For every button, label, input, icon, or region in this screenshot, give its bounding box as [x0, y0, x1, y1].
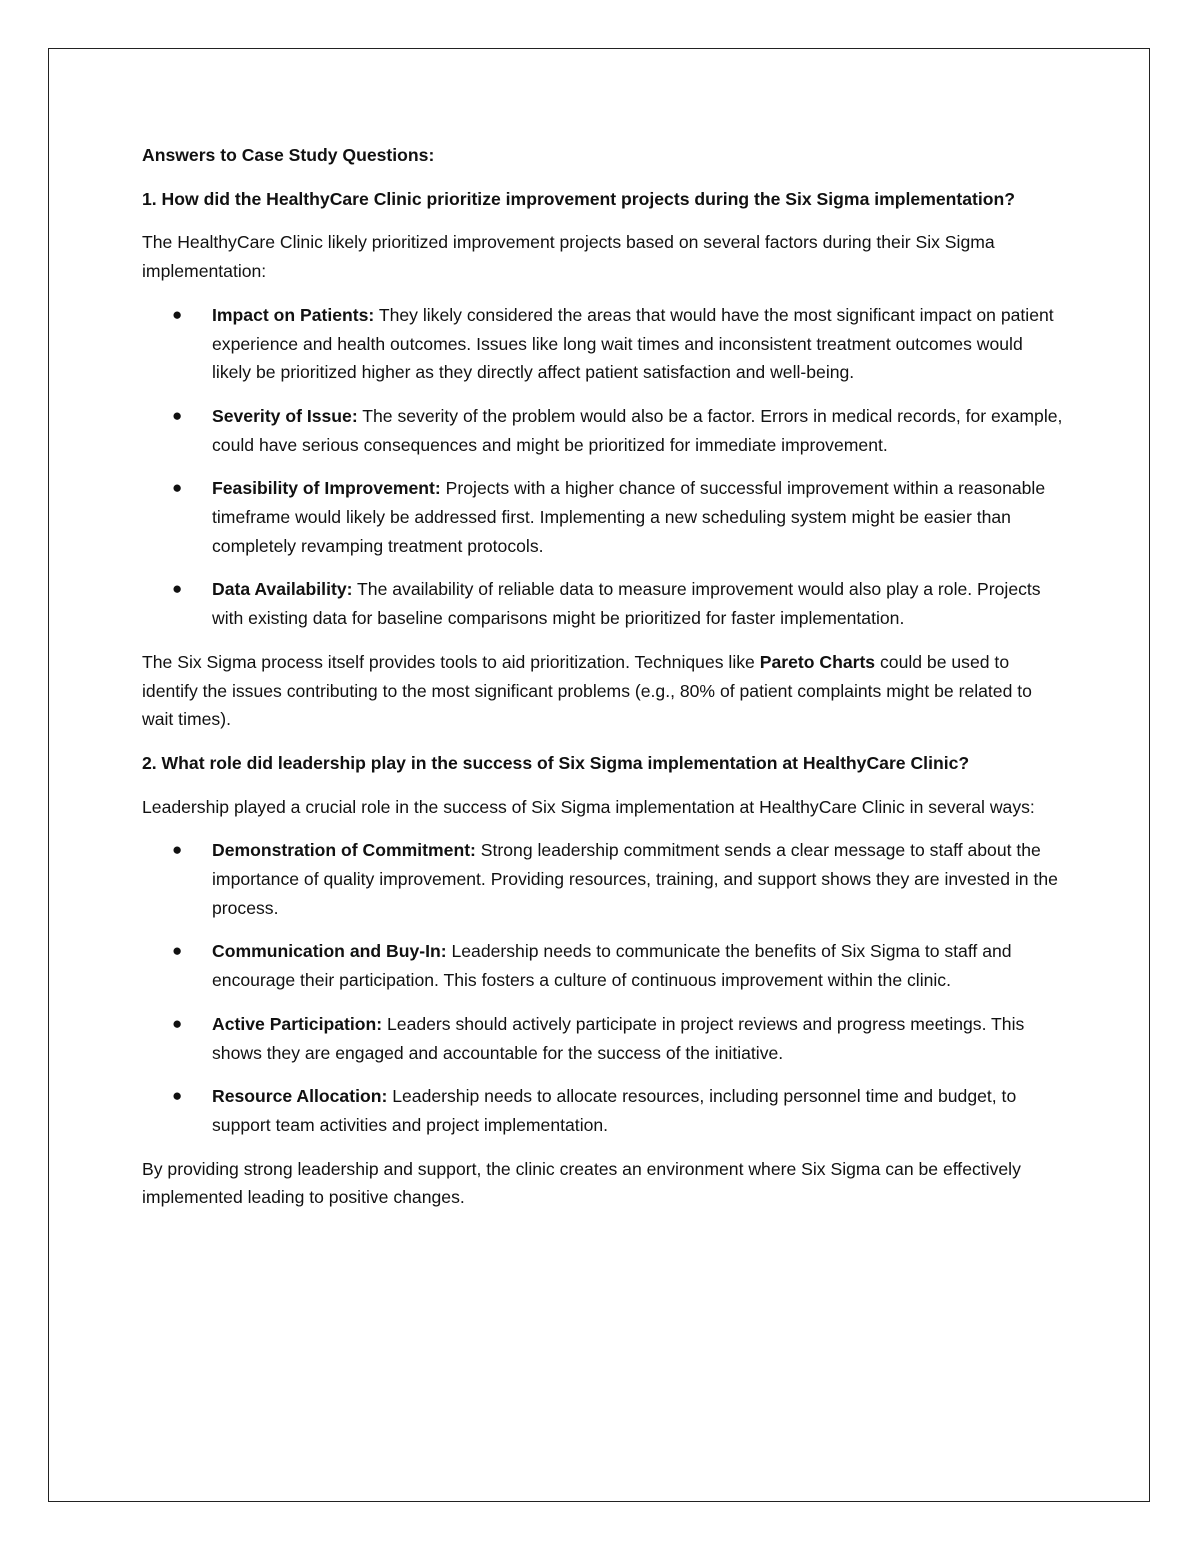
bullet-icon: ●	[172, 478, 183, 498]
list-item	[142, 402, 1064, 459]
bullet-icon: ●	[172, 1086, 183, 1106]
list-item	[142, 1082, 1064, 1139]
document-body	[142, 141, 1064, 1227]
closing-text-bold: Pareto Charts	[759, 651, 876, 672]
closing-text-post: could be used to identify the issues contributing to the most significant problems (e.g., 80% of patient complaints might be related to wait times).	[142, 651, 1032, 730]
list-item-term: Severity of Issue:	[212, 405, 358, 426]
question-2-list	[142, 836, 1064, 1139]
list-item	[142, 1010, 1064, 1067]
list-item-text: Projects with a higher chance of successful improvement within a reasonable timeframe would likely be addressed first. Implementing a new scheduling system might be easier than completely revamping treatment protocols.	[212, 478, 1046, 556]
bullet-icon: ●	[172, 941, 183, 961]
document-title: Answers to Case Study Questions:	[142, 145, 435, 165]
list-item-text: Leaders should actively participate in project reviews and progress meetings. This shows they are engaged and accountable for the success of the initiative.	[212, 1013, 1025, 1063]
list-item-text: Leadership needs to allocate resources, including personnel time and budget, to support team activities and project implementation.	[212, 1086, 1017, 1135]
question-1-list	[142, 301, 1064, 633]
list-item-term: Resource Allocation:	[212, 1086, 388, 1107]
list-item-term: Impact on Patients:	[212, 304, 375, 325]
question-1-heading: 1. How did the HealthyCare Clinic prioritize improvement projects during the Six Sigma implementation?	[142, 188, 1015, 209]
question-1-closing	[142, 648, 1064, 734]
list-item-text: Leadership needs to communicate the benefits of Six Sigma to staff and encourage their participation. This fosters a culture of continuous improvement within the clinic.	[212, 941, 1012, 991]
list-item-text: Strong leadership commitment sends a clear message to staff about the importance of quality improvement. Providing resources, training, and support shows they are invested in the process.	[212, 840, 1058, 918]
list-item-text: They likely considered the areas that would have the most significant impact on patient experience and health outcomes. Issues like long wait times and inconsistent treatment outcomes would likely be prioritized higher as they directly affect patient satisfaction and well-being.	[212, 304, 1054, 383]
question-2-closing: By providing strong leadership and support, the clinic creates an environment where Six Sigma can be effectively implemented leading to positive changes.	[142, 1158, 1021, 1208]
list-item	[142, 937, 1064, 994]
list-item-term: Demonstration of Commitment:	[212, 840, 476, 861]
bullet-icon: ●	[172, 304, 183, 324]
list-item	[142, 474, 1064, 560]
list-item	[142, 575, 1064, 632]
list-item	[142, 301, 1064, 387]
list-item-term: Active Participation:	[212, 1013, 383, 1034]
bullet-icon: ●	[172, 405, 183, 425]
list-item-text: The availability of reliable data to measure improvement would also play a role. Projects with existing data for baseline comparisons might be prioritized for faster implementation.	[212, 579, 1041, 629]
list-item-term: Feasibility of Improvement:	[212, 478, 441, 499]
question-2-intro: Leadership played a crucial role in the success of Six Sigma implementation at HealthyCare Clinic in several ways:	[142, 796, 1035, 817]
question-1-intro: The HealthyCare Clinic likely prioritized improvement projects based on several factors during their Six Sigma implementation:	[142, 232, 995, 282]
list-item	[142, 836, 1064, 922]
bullet-icon: ●	[172, 840, 183, 860]
bullet-icon: ●	[172, 1013, 183, 1033]
question-2-heading: 2. What role did leadership play in the success of Six Sigma implementation at HealthyCare Clinic?	[142, 752, 970, 773]
list-item-text: The severity of the problem would also be a factor. Errors in medical records, for example, could have serious consequences and might be prioritized for immediate improvement.	[212, 405, 1063, 455]
list-item-term: Communication and Buy-In:	[212, 941, 447, 962]
bullet-icon: ●	[172, 579, 183, 599]
list-item-term: Data Availability:	[212, 579, 353, 600]
closing-text-pre: The Six Sigma process itself provides tools to aid prioritization. Techniques like	[142, 651, 760, 672]
